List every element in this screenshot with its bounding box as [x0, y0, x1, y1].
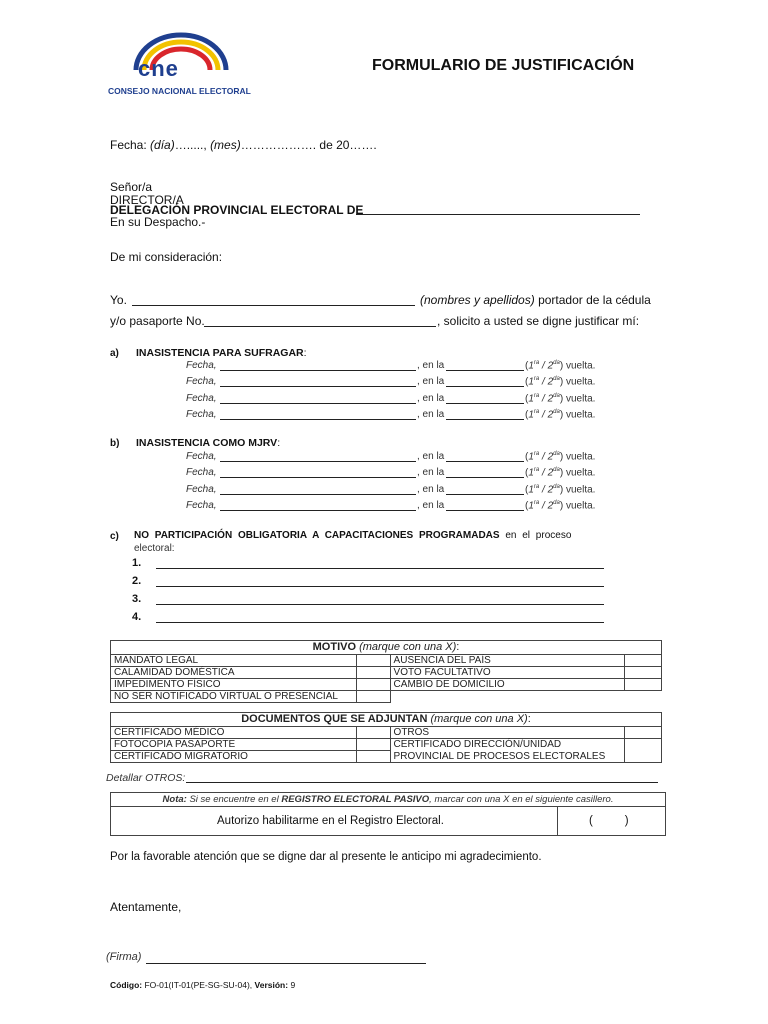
delegation-blank[interactable] — [356, 214, 640, 215]
round-label: $(1^{ra} / 2^{da})$ vuelta. — [525, 376, 596, 388]
greeting: De mi consideración: — [110, 250, 223, 264]
closing-text: Atentamente, — [110, 900, 182, 914]
table-row — [111, 691, 662, 703]
document-label: CERTIFICADO MÉDICO — [111, 727, 357, 739]
section-b-colon: : — [277, 437, 281, 449]
round-label: $(1^{ra} / 2^{da})$ vuelta. — [525, 409, 596, 421]
motivo-header: MOTIVO (marque con una X): — [111, 641, 662, 655]
motivo-label: CALAMIDAD DOMÉSTICA — [111, 667, 357, 679]
fecha-label: Fecha, — [186, 467, 217, 478]
item-number: 4. — [132, 611, 142, 623]
place-blank[interactable] — [446, 510, 524, 511]
authorize-checkbox[interactable]: ( ) — [589, 815, 629, 827]
round-label: $(1^{ra} / 2^{da})$ vuelta. — [525, 484, 596, 496]
en-la-label: , en la — [417, 360, 445, 371]
round-label: $(1^{ra} / 2^{da})$ vuelta. — [525, 467, 596, 479]
passport-label: y/o pasaporte No. — [110, 314, 205, 328]
motivo-checkbox[interactable] — [357, 679, 390, 691]
item-number: 1. — [132, 557, 142, 569]
date-dots-1: …....., — [174, 138, 211, 152]
recipient-line-1: Señor/a — [110, 180, 153, 194]
document-checkbox[interactable] — [624, 739, 661, 763]
round-label: $(1^{ra} / 2^{da})$ vuelta. — [525, 451, 596, 463]
table-row — [111, 679, 662, 691]
en-la-label: , en la — [417, 500, 445, 511]
detallar-label: Detallar OTROS: — [106, 772, 186, 784]
fecha-label: Fecha, — [186, 500, 217, 511]
document-label: FOTOCOPIA PASAPORTE — [111, 739, 357, 751]
motivo-checkbox[interactable] — [624, 667, 661, 679]
date-day-hint: (día) — [150, 138, 175, 152]
section-b-letter: b) — [110, 438, 120, 449]
round-label: $(1^{ra} / 2^{da})$ vuelta. — [525, 393, 596, 405]
fecha-blank[interactable] — [220, 370, 416, 371]
document-label: CERTIFICADO MIGRATORIO — [111, 751, 357, 763]
motivo-checkbox[interactable] — [357, 691, 390, 703]
motivo-checkbox[interactable] — [357, 655, 390, 667]
detallar-blank[interactable] — [186, 782, 658, 783]
document-checkbox[interactable] — [357, 739, 390, 751]
passport-blank[interactable] — [204, 326, 436, 327]
motivo-label: NO SER NOTIFICADO VIRTUAL O PRESENCIAL — [111, 691, 357, 703]
signature-blank[interactable] — [146, 963, 426, 964]
yo-label: Yo. — [110, 293, 127, 307]
request-text: , solicito a usted se digne justificar mí: — [437, 314, 640, 328]
place-blank[interactable] — [446, 386, 524, 387]
en-la-label: , en la — [417, 484, 445, 495]
document-label: OTROS — [390, 727, 624, 739]
authorize-text: Autorizo habilitarme en el Registro Electoral. — [217, 815, 444, 827]
table-row — [111, 667, 662, 679]
en-la-label: , en la — [417, 467, 445, 478]
section-b-title: INASISTENCIA COMO MJRV — [136, 437, 278, 449]
names-blank[interactable] — [132, 305, 415, 306]
logo-text: cne — [138, 56, 179, 81]
table-row — [111, 655, 662, 667]
section-c-heading — [134, 530, 571, 541]
place-blank[interactable] — [446, 403, 524, 404]
place-blank[interactable] — [446, 370, 524, 371]
motivo-table — [110, 640, 662, 703]
fecha-blank[interactable] — [220, 477, 416, 478]
section-a-title: INASISTENCIA PARA SUFRAGAR — [136, 347, 304, 359]
fecha-blank[interactable] — [220, 419, 416, 420]
fecha-label: Fecha, — [186, 376, 217, 387]
logo-org-name: CONSEJO NACIONAL ELECTORAL — [108, 86, 251, 96]
table-row — [111, 739, 662, 751]
signature-label: (Firma) — [106, 951, 142, 963]
item-blank[interactable] — [156, 604, 604, 605]
item-blank[interactable] — [156, 568, 604, 569]
date-dots-2: ………………. de 20……. — [240, 138, 377, 152]
place-blank[interactable] — [446, 419, 524, 420]
document-checkbox[interactable] — [357, 751, 390, 763]
fecha-label: Fecha, — [186, 484, 217, 495]
date-month-hint: (mes) — [210, 138, 241, 152]
note-header: Nota: Si se encuentre en el REGISTRO ELECTORAL PASIVO, marcar con una X en el siguiente casillero. — [111, 793, 665, 807]
motivo-checkbox[interactable] — [357, 667, 390, 679]
motivo-label: MANDATO LEGAL — [111, 655, 357, 667]
place-blank[interactable] — [446, 461, 524, 462]
fecha-label: Fecha, — [186, 360, 217, 371]
form-title: FORMULARIO DE JUSTIFICACIÓN — [372, 57, 635, 74]
item-number: 2. — [132, 575, 142, 587]
fecha-label: Fecha, — [186, 409, 217, 420]
document-label: PROVINCIAL DE PROCESOS ELECTORALES — [390, 751, 624, 763]
cne-logo — [106, 32, 251, 98]
recipient-line-2: DIRECTOR/A — [110, 193, 184, 207]
date-prefix: Fecha: — [110, 138, 151, 152]
fecha-blank[interactable] — [220, 510, 416, 511]
document-checkbox[interactable] — [357, 727, 390, 739]
recipient-line-3: DELEGACIÓN PROVINCIAL ELECTORAL DE — [110, 203, 364, 217]
place-blank[interactable] — [446, 477, 524, 478]
fecha-blank[interactable] — [220, 386, 416, 387]
fecha-label: Fecha, — [186, 451, 217, 462]
note-box — [110, 792, 666, 836]
en-la-label: , en la — [417, 376, 445, 387]
round-label: $(1^{ra} / 2^{da})$ vuelta. — [525, 500, 596, 512]
motivo-label: CAMBIO DE DOMICILIO — [390, 679, 624, 691]
document-label: CERTIFICADO DIRECCIÓN/UNIDAD — [390, 739, 624, 751]
section-a-letter: a) — [110, 348, 119, 359]
fecha-blank[interactable] — [220, 461, 416, 462]
section-c-title: NO PARTICIPACIÓN OBLIGATORIA A CAPACITACIONES PROGRAMADAS — [134, 530, 500, 541]
note-divider — [557, 807, 558, 835]
fecha-blank[interactable] — [220, 494, 416, 495]
section-c-rest: en el proceso — [499, 530, 572, 541]
empty-cell — [390, 691, 661, 703]
section-a-colon: : — [303, 347, 307, 359]
documents-header: DOCUMENTOS QUE SE ADJUNTAN (marque con una X): — [111, 713, 662, 727]
names-hint: (nombres y apellidos) — [420, 293, 535, 307]
recipient-line-4: En su Despacho.- — [110, 215, 206, 229]
carrier-text: portador de la cédula — [538, 293, 651, 307]
motivo-checkbox[interactable] — [624, 655, 661, 667]
section-c-line-2: electoral: — [134, 543, 175, 554]
section-a-heading — [136, 347, 307, 359]
footer-code: Código: FO-01(IT-01(PE-SG-SU-04), Versión: 9 — [110, 980, 296, 990]
item-number: 3. — [132, 593, 142, 605]
place-blank[interactable] — [446, 494, 524, 495]
section-c-letter: c) — [110, 531, 119, 542]
fecha-blank[interactable] — [220, 403, 416, 404]
names-line-tail — [420, 293, 651, 307]
item-blank[interactable] — [156, 622, 604, 623]
table-row — [111, 727, 662, 739]
round-label: $(1^{ra} / 2^{da})$ vuelta. — [525, 360, 596, 372]
section-b-heading — [136, 437, 280, 449]
date-line — [110, 138, 377, 152]
documents-table — [110, 712, 662, 763]
en-la-label: , en la — [417, 409, 445, 420]
motivo-checkbox[interactable] — [624, 679, 661, 691]
fecha-label: Fecha, — [186, 393, 217, 404]
item-blank[interactable] — [156, 586, 604, 587]
table-row — [111, 751, 662, 763]
motivo-label: VOTO FACULTATIVO — [390, 667, 624, 679]
thanks-text: Por la favorable atención que se digne dar al presente le anticipo mi agradecimiento. — [110, 851, 542, 863]
en-la-label: , en la — [417, 393, 445, 404]
document-checkbox[interactable] — [624, 727, 661, 739]
motivo-label: AUSENCIA DEL PAÍS — [390, 655, 624, 667]
en-la-label: , en la — [417, 451, 445, 462]
motivo-label: IMPEDIMENTO FÍSICO — [111, 679, 357, 691]
